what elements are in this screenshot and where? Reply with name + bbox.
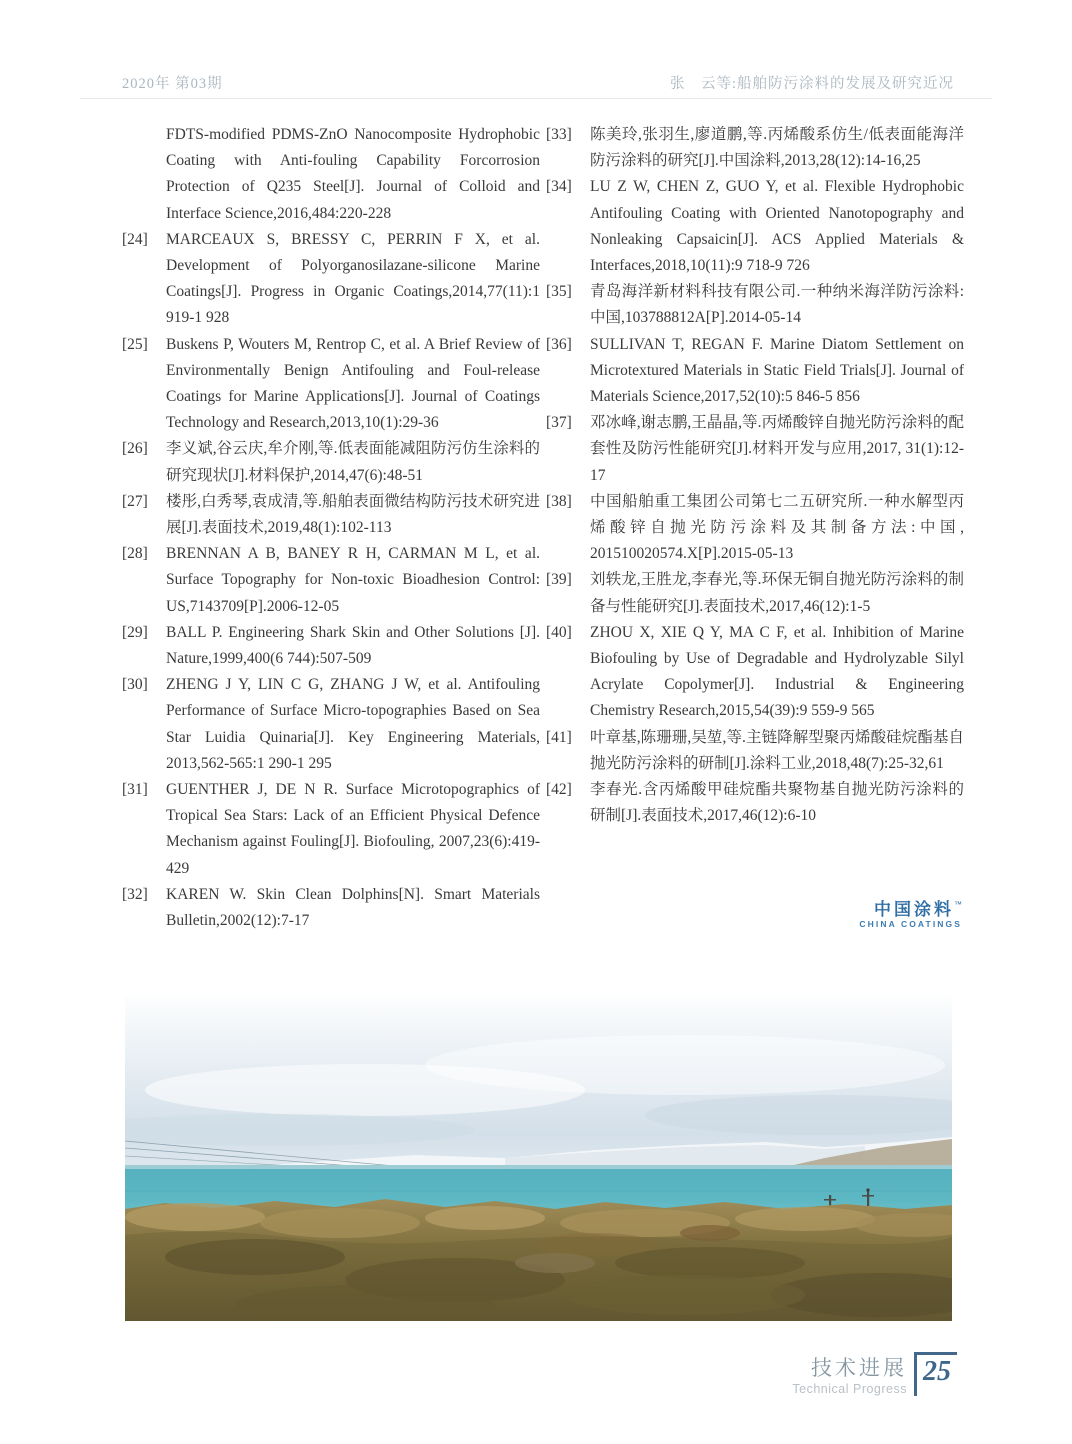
reference-number: [27]	[122, 492, 148, 510]
reference-item	[546, 410, 964, 489]
reference-item	[122, 122, 540, 227]
page-header	[122, 72, 954, 93]
reference-text: LU Z W, CHEN Z, GUO Y, et al. Flexible Hydrophobic Antifouling Coating with Oriented Nanotopography and Nonleaking Capsaicin[J]. ACS Applied Materials & Interfaces,2018,10(11):9 718-9 726	[590, 178, 964, 275]
reference-item	[122, 227, 540, 332]
reference-item	[122, 882, 540, 934]
reference-item	[546, 174, 964, 279]
page-footer	[792, 1352, 957, 1397]
reference-number: [34]	[546, 178, 572, 196]
header-running-title: 张 云等:船舶防污涂料的发展及研究近况	[669, 76, 954, 92]
reference-item	[546, 777, 964, 829]
reference-text: 中国船舶重工集团公司第七二五研究所.一种水解型丙烯酸锌自抛光防污涂料及其制备方法:中国, 201510020574.X[P].2015-05-13	[590, 492, 964, 563]
reference-item	[546, 279, 964, 331]
reference-text: ZHENG J Y, LIN C G, ZHANG J W, et al. Antifouling Performance of Surface Micro-topographies Based on Sea Star Luidia Quinaria[J]. Key Engineering Materials, 2013,562-565:1 290-1 295	[166, 676, 540, 772]
section-label	[792, 1352, 907, 1397]
reference-text: KAREN W. Skin Clean Dolphins[N]. Smart Materials Bulletin,2002(12):7-17	[166, 885, 540, 930]
references-column-left	[122, 122, 540, 934]
reference-item	[122, 541, 540, 620]
lake-landscape-illustration	[125, 995, 952, 1321]
reference-number: [28]	[122, 545, 148, 563]
reference-text: FDTS-modified PDMS-ZnO Nanocomposite Hydrophobic Coating with Anti-fouling Capability Forcorrosion Protection of Q235 Steel[J]. Journal of Colloid and Interface Science,2016,484:220-228	[166, 126, 540, 222]
reference-number: [37]	[546, 414, 572, 432]
reference-text: 青岛海洋新材料科技有限公司.一种纳米海洋防污涂料:中国,103788812A[P].2014-05-14	[590, 283, 964, 327]
reference-text: 刘轶龙,王胜龙,李春光,等.环保无铜自抛光防污涂料的制备与性能研究[J].表面技术,2017,46(12):1-5	[590, 571, 964, 615]
reference-item	[546, 725, 964, 777]
reference-text: GUENTHER J, DE N R. Surface Microtopographics of Tropical Sea Stars: Lack of an Efficient Physical Defence Mechanism against Fouling[J]. Biofouling, 2007,23(6):419-429	[166, 781, 540, 877]
reference-item	[122, 777, 540, 882]
reference-text: 陈美玲,张羽生,廖道鹏,等.丙烯酸系仿生/低表面能海洋防污涂料的研究[J].中国涂料,2013,28(12):14-16,25	[590, 126, 964, 170]
reference-item	[546, 489, 964, 568]
reference-item	[546, 122, 964, 174]
trademark-symbol: ™	[954, 900, 962, 909]
reference-item	[546, 567, 964, 619]
header-issue: 2020年 第03期	[122, 76, 223, 92]
reference-number: [41]	[546, 728, 572, 746]
reference-number: [31]	[122, 781, 148, 799]
reference-item	[122, 436, 540, 488]
reference-number	[122, 122, 166, 227]
reference-text: MARCEAUX S, BRESSY C, PERRIN F X, et al. Development of Polyorganosilazane-silicone Marine Coatings[J]. Progress in Organic Coatings,2014,77(11):1 919-1 928	[166, 230, 540, 327]
lake-landscape-photo	[125, 995, 952, 1321]
china-coatings-logo	[546, 900, 962, 930]
reference-text: 李义斌,谷云庆,牟介刚,等.低表面能减阻防污仿生涂料的研究现状[J].材料保护,2014,47(6):48-51	[166, 440, 540, 484]
reference-text: 楼彤,白秀琴,袁成清,等.船舶表面微结构防污技术研究进展[J].表面技术,2019,48(1):102-113	[166, 492, 540, 537]
reference-text: BRENNAN A B, BANEY R H, CARMAN M L, et al. Surface Topography for Non-toxic Bioadhesion Control: US,7143709[P].2006-12-05	[166, 545, 540, 615]
reference-text: 叶章基,陈珊珊,吴堃,等.主链降解型聚丙烯酸硅烷酯基自抛光防污涂料的研制[J].涂料工业,2018,48(7):25-32,61	[590, 728, 964, 772]
reference-number: [38]	[546, 492, 572, 510]
section-label-cn: 技术进展	[811, 1357, 907, 1380]
reference-text: 李春光.含丙烯酸甲硅烷酯共聚物基自抛光防污涂料的研制[J].表面技术,2017,46(12):6-10	[590, 781, 964, 825]
reference-item	[122, 620, 540, 672]
reference-text: ZHOU X, XIE Q Y, MA C F, et al. Inhibition of Marine Biofouling by Use of Degradable and Hydrolyzable Silyl Acrylate Copolymer[J]. Industrial & Engineering Chemistry Research,2015,54(39):9 559-9 565	[590, 623, 964, 720]
reference-text: 邓冰峰,谢志鹏,王晶晶,等.丙烯酸锌自抛光防污涂料的配套性及防污性能研究[J].材料开发与应用,2017, 31(1):12-17	[590, 414, 964, 484]
reference-number: [35]	[546, 283, 572, 301]
page-number: 25	[914, 1352, 957, 1396]
reference-item	[122, 332, 540, 437]
reference-number: [32]	[122, 885, 148, 903]
header-divider	[80, 98, 992, 99]
reference-number: [36]	[546, 335, 572, 353]
reference-number: [24]	[122, 230, 148, 248]
references-column-right	[546, 122, 964, 829]
reference-number: [30]	[122, 676, 148, 694]
grass-tufts	[125, 1203, 952, 1321]
logo-subtitle: CHINA COATINGS	[859, 919, 962, 930]
reference-item	[546, 332, 964, 411]
reference-number: [39]	[546, 571, 572, 589]
reference-number: [42]	[546, 781, 572, 799]
reference-number: [29]	[122, 623, 148, 641]
reference-number: [25]	[122, 335, 148, 353]
reference-item	[122, 672, 540, 777]
reference-text: Buskens P, Wouters M, Rentrop C, et al. A Brief Review of Environmentally Benign Antifouling and Foul-release Coatings for Marine Applications[J]. Journal of Coatings Technology and Research,2013,10(1):29-36	[166, 335, 540, 432]
section-label-en: Technical Progress	[792, 1382, 907, 1397]
reference-number: [26]	[122, 440, 148, 458]
reference-text: BALL P. Engineering Shark Skin and Other Solutions [J]. Nature,1999,400(6 744):507-509	[166, 623, 540, 668]
reference-text: SULLIVAN T, REGAN F. Marine Diatom Settlement on Microtextured Materials in Static Field Trials[J]. Journal of Materials Science,2017,52(10):5 846-5 856	[590, 335, 964, 406]
logo-name: 中国涂料	[874, 900, 954, 919]
reference-item	[546, 620, 964, 725]
reference-number: [33]	[546, 126, 572, 143]
reference-item	[122, 489, 540, 541]
reference-number: [40]	[546, 623, 572, 641]
